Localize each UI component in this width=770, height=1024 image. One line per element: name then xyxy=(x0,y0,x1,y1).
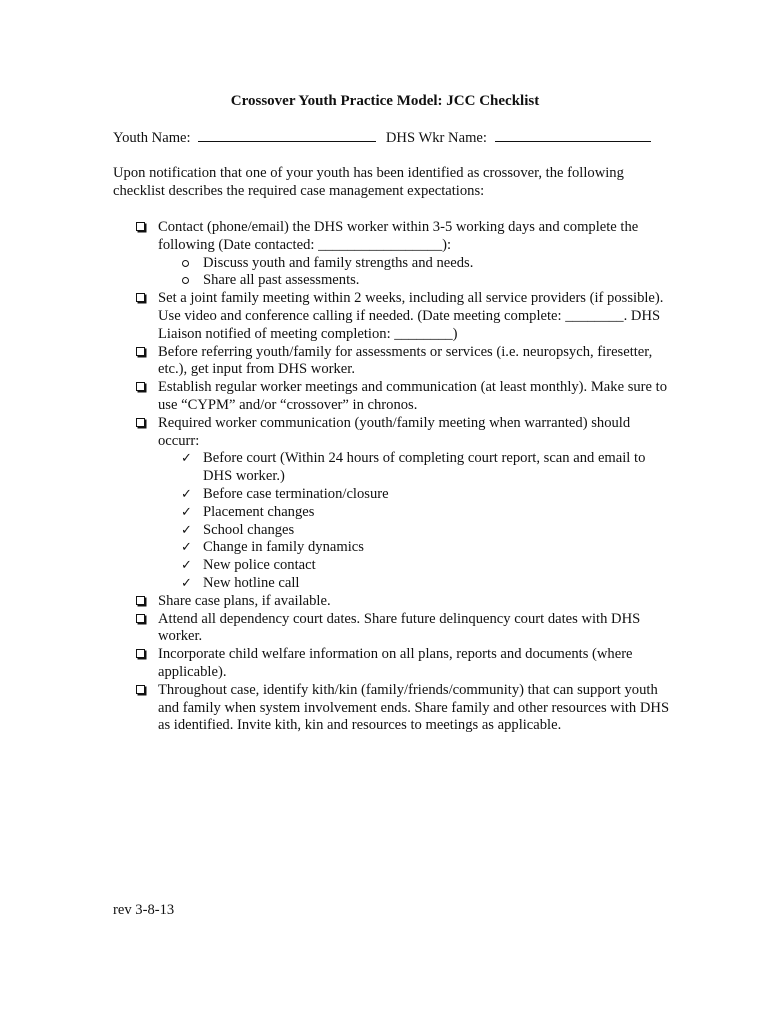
sub-item xyxy=(113,255,673,273)
checklist-item xyxy=(113,682,673,735)
checkmark-icon: ✓ xyxy=(181,540,192,556)
checklist-item-text: Before referring youth/family for assessments or services (i.e. neuropsych, firesetter, etc.), get input from DHS worker. xyxy=(158,343,653,378)
check-item-text: Before court (Within 24 hours of completing court report, scan and email to DHS worker.) xyxy=(203,450,646,485)
checkmark-icon: ✓ xyxy=(181,575,192,591)
sub-item-text: Discuss youth and family strengths and needs. xyxy=(203,254,474,271)
checklist-item-text: Incorporate child welfare information on all plans, reports and documents (where applicable). xyxy=(158,646,633,680)
checklist-item-text: Share case plans, if available. xyxy=(158,592,331,609)
sub-item xyxy=(113,272,673,290)
checklist-item xyxy=(113,593,673,611)
page-title: Crossover Youth Practice Model: JCC Checklist xyxy=(230,93,540,109)
checkbox-icon[interactable] xyxy=(136,222,145,231)
check-item xyxy=(113,557,673,575)
checklist-item xyxy=(113,379,673,415)
check-item-text: Change in family dynamics xyxy=(203,539,364,556)
check-item-text: New hotline call xyxy=(203,574,300,591)
check-item xyxy=(113,486,673,504)
checklist-item xyxy=(113,219,673,255)
checkbox-icon[interactable] xyxy=(136,596,145,605)
checkbox-icon[interactable] xyxy=(136,382,145,391)
checkbox-icon[interactable] xyxy=(136,614,145,623)
check-item xyxy=(113,450,673,486)
dhs-worker-name-blank[interactable] xyxy=(495,129,651,142)
checkmark-icon: ✓ xyxy=(181,558,192,574)
checkbox-icon[interactable] xyxy=(136,685,145,694)
checklist-item xyxy=(113,646,673,682)
circle-bullet-icon xyxy=(182,260,189,267)
check-item xyxy=(113,504,673,522)
check-item xyxy=(113,575,673,593)
checkbox-icon[interactable] xyxy=(136,347,145,356)
checklist-item-text: Throughout case, identify kith/kin (family/friends/community) that can support youth and family when system involvement ends. Share family and other resources with DHS as identified. Invite kith, kin and resources to meetings as applicable. xyxy=(158,681,670,734)
checkmark-icon: ✓ xyxy=(181,522,192,538)
checkbox-icon[interactable] xyxy=(136,293,145,302)
checkbox-icon[interactable] xyxy=(136,649,145,658)
checkmark-icon: ✓ xyxy=(181,486,192,502)
check-item xyxy=(113,522,673,540)
checkmark-icon: ✓ xyxy=(181,504,192,520)
checklist-item-text: Set a joint family meeting within 2 weeks, including all service providers (if possible). Use video and conference calling if needed. (Date meeting complete: ________. DHS Liaison notified of meeting completion: ________) xyxy=(158,290,664,342)
youth-name-blank[interactable] xyxy=(198,129,376,142)
checklist-item xyxy=(113,611,673,647)
checklist-item xyxy=(113,290,673,343)
check-item-text: New police contact xyxy=(203,557,316,574)
check-item-text: Placement changes xyxy=(203,503,315,520)
checklist-item-text: Contact (phone/email) the DHS worker within 3-5 working days and complete the following (Date contacted: _________________): xyxy=(158,219,639,253)
dhs-worker-name-label: DHS Wkr Name: xyxy=(385,130,487,146)
check-item-text: School changes xyxy=(203,521,295,538)
checkmark-icon: ✓ xyxy=(181,451,192,467)
name-fields xyxy=(113,129,651,148)
check-item xyxy=(113,539,673,557)
circle-bullet-icon xyxy=(182,277,189,284)
checklist-item xyxy=(113,415,673,451)
intro-paragraph: Upon notification that one of your youth has been identified as crossover, the following checklist describes the required case management expectations: xyxy=(113,165,624,199)
checklist-item-text: Required worker communication (youth/family meeting when warranted) should occurr: xyxy=(158,414,631,449)
checklist-item-text: Attend all dependency court dates. Share future delinquency court dates with DHS worker. xyxy=(158,610,641,645)
checklist xyxy=(113,219,673,735)
revision-note: rev 3-8-13 xyxy=(113,902,175,918)
checklist-item xyxy=(113,344,673,380)
youth-name-label: Youth Name: xyxy=(113,130,191,146)
check-item-text: Before case termination/closure xyxy=(203,485,389,502)
sub-item-text: Share all past assessments. xyxy=(203,272,360,289)
checkbox-icon[interactable] xyxy=(136,418,145,427)
checklist-item-text: Establish regular worker meetings and communication (at least monthly). Make sure to use “CYPM” and/or “crossover” in chronos. xyxy=(158,379,668,413)
